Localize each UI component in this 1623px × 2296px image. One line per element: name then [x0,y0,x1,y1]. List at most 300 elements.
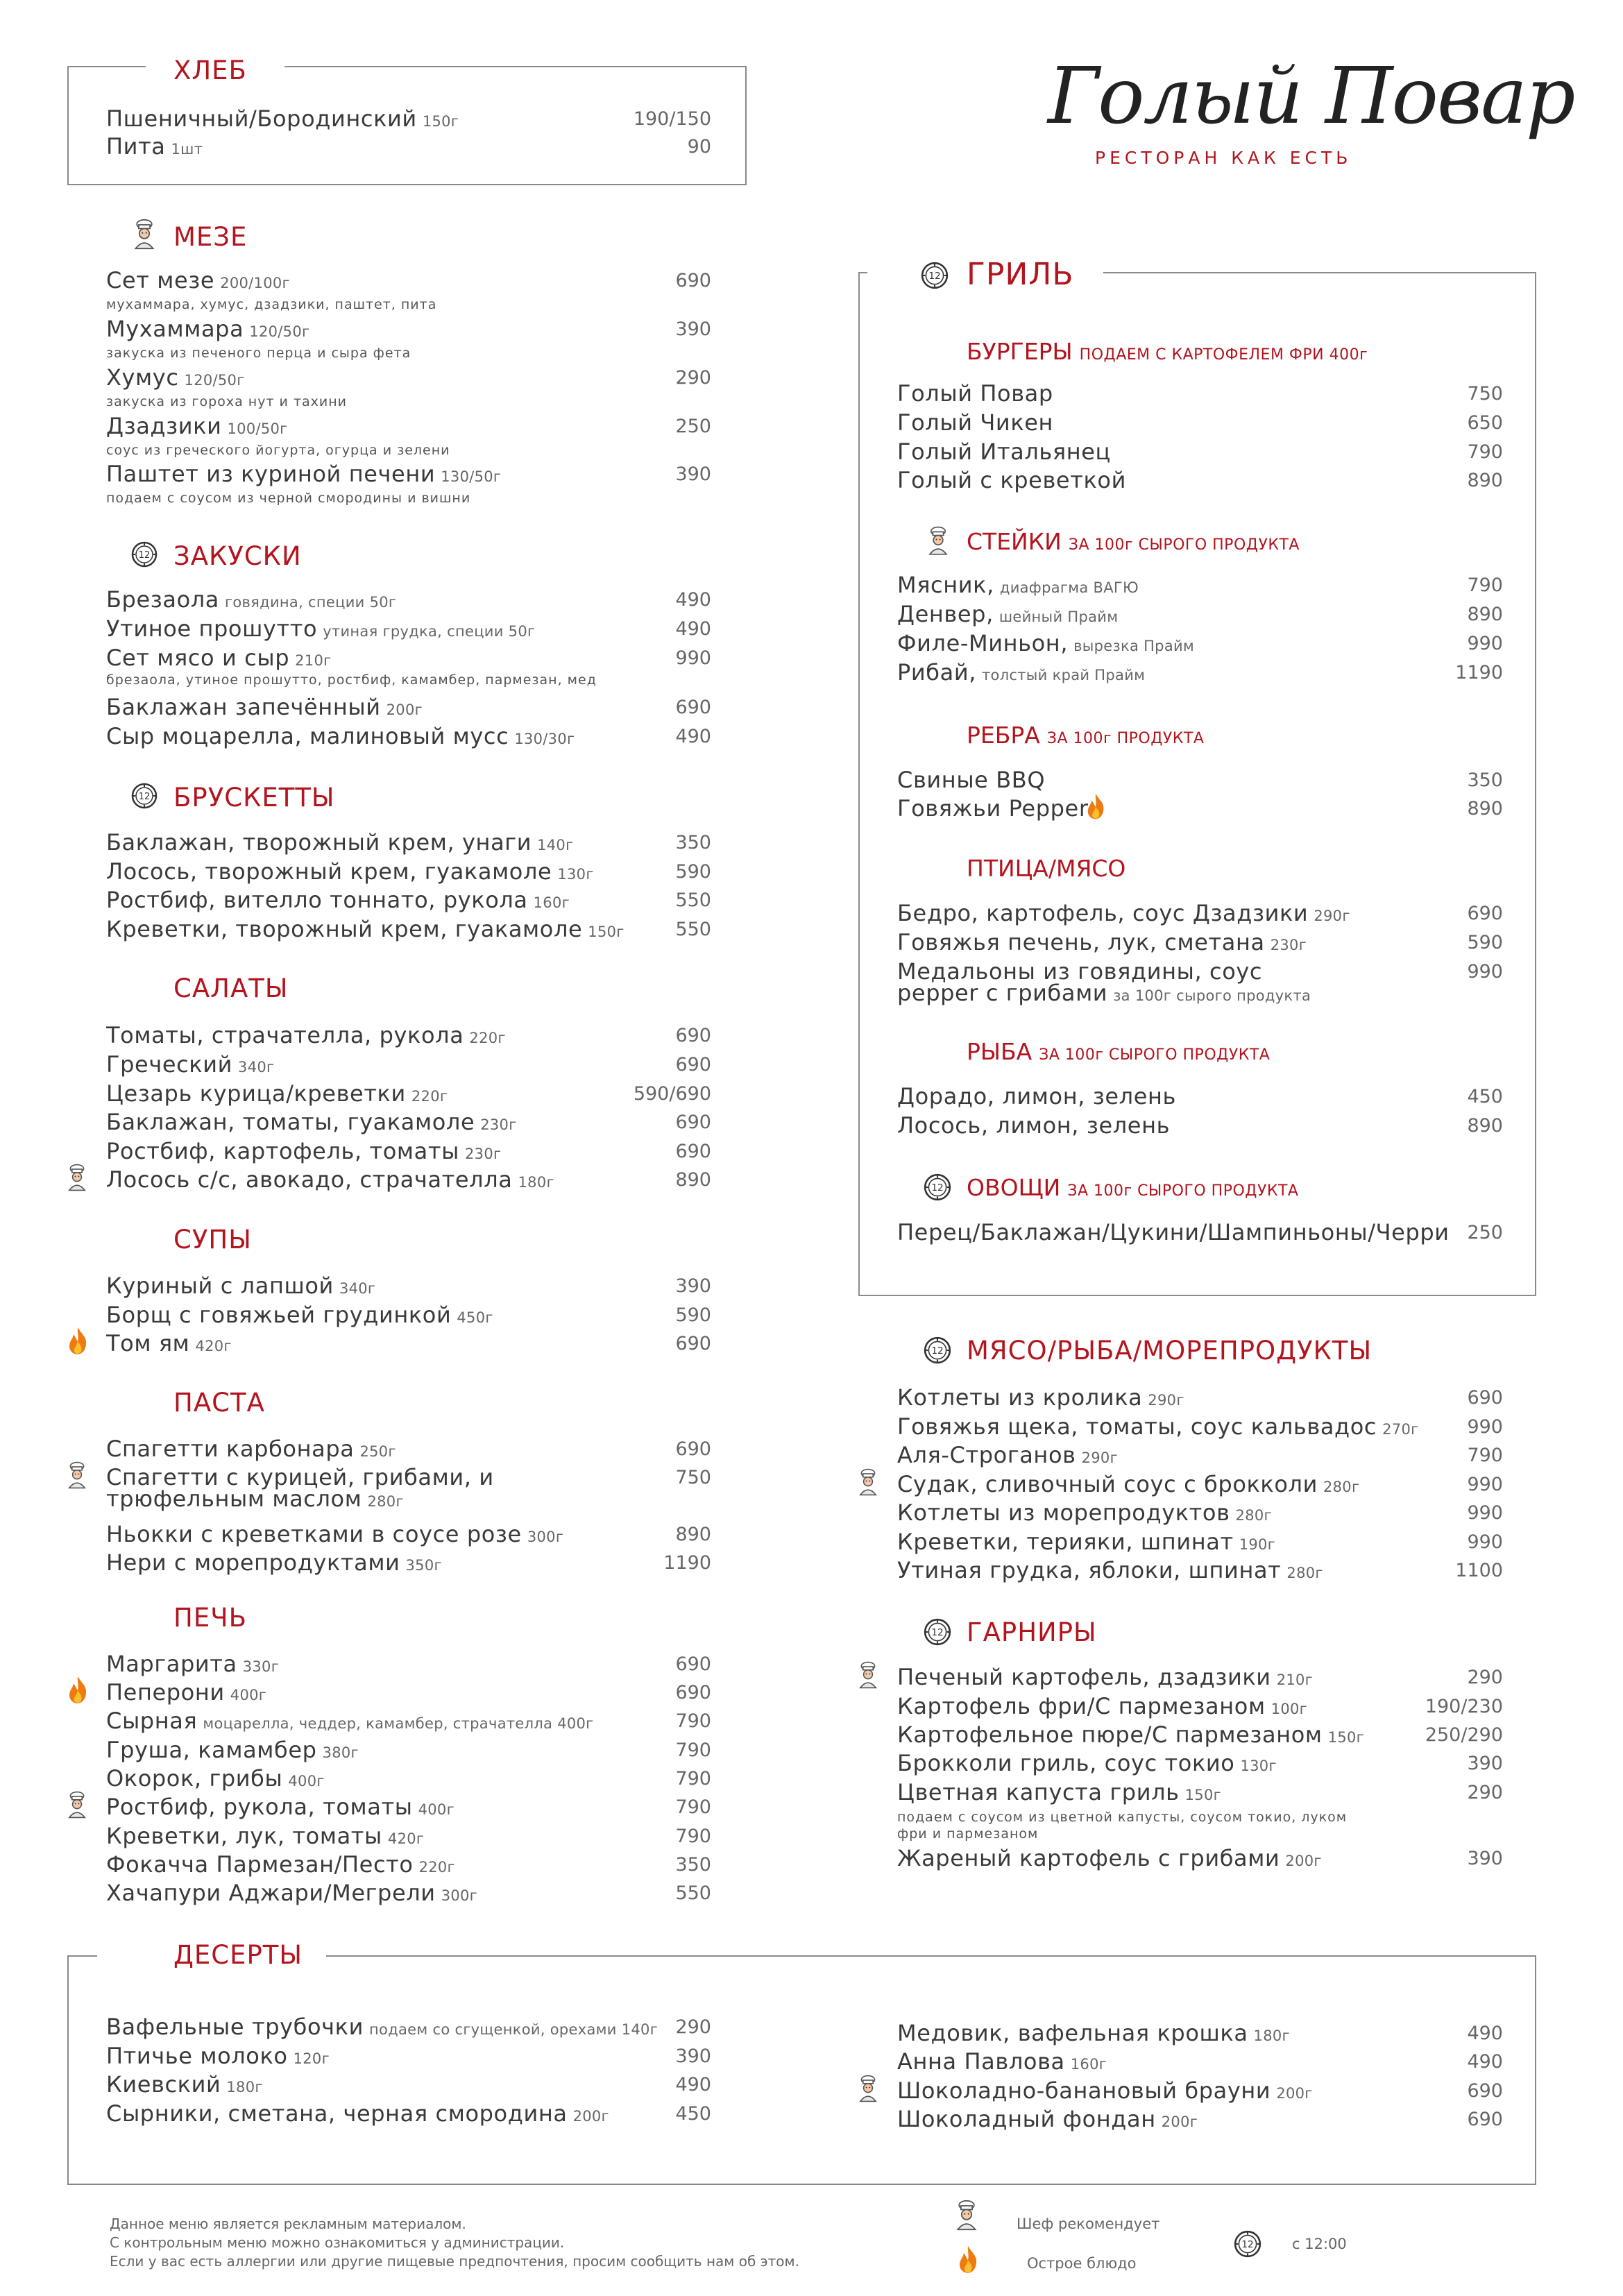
oven-item-weight: 400г [288,1773,325,1789]
bread-item-weight: 150г [422,113,459,130]
desserts-left-item-name: Вафельные трубочки [106,2014,364,2040]
meat-fish-item-price: 990 [1467,1502,1503,1524]
svg-text:12: 12 [138,550,151,561]
chef-recommends-icon [857,1661,879,1689]
ribs-item-price: 350 [1467,769,1503,791]
burgers-item-name: Голый Повар [897,380,1053,407]
svg-text:12: 12 [931,1182,944,1194]
meze-item-price: 250 [675,416,711,437]
meze-item-weight: 130/50г [441,468,502,485]
starters-item [106,645,331,671]
desserts-right-item-price: 690 [1467,2080,1503,2102]
oven-item-name: Груша, камамбер [106,1737,317,1763]
bread-item-weight: 1шт [171,141,203,158]
starters-item-price: 690 [675,697,711,718]
fish-item-price: 890 [1467,1115,1503,1137]
bruschetta-item [106,916,624,942]
desserts-right-item-name: Медовик, вафельная крошка [897,2020,1248,2046]
salads-item-price: 590/690 [633,1083,711,1105]
meat-fish-item [897,1384,1184,1411]
starters-item-weight: 130/30г [514,731,575,747]
desserts-right-item-name: Шоколадно-банановый брауни [897,2077,1271,2104]
steaks-item [897,601,1118,627]
chef-recommends-icon [857,2075,879,2102]
desserts-right-item-weight: 180г [1253,2027,1290,2044]
desserts-right-item-name: Анна Павлова [897,2048,1065,2075]
meat-fish-item-price: 690 [1467,1387,1503,1409]
desserts-left-item-weight: подаем со сгущенкой, орехами 140г [369,2021,658,2038]
salads-item-price: 890 [675,1169,711,1191]
desserts-right-item-price: 490 [1467,2051,1503,2073]
oven-item-price: 690 [675,1653,711,1675]
starters-item-weight: 210г [295,652,332,669]
chef-recommends-icon [132,219,157,250]
pasta-item-name: Спагетти карбонара [106,1436,355,1462]
meat-fish-item-price: 790 [1467,1445,1503,1466]
desserts-left-item-price: 290 [675,2016,711,2038]
restaurant-logo [1013,51,1574,180]
meze-item-name: Дзадзики [106,413,222,439]
poultry-item-name: Медальоны из говядины, соус [897,958,1263,985]
salads-item-weight: 230г [480,1116,517,1133]
section-title-soups: СУПЫ [173,1225,252,1255]
meze-item-desc: закуска из печеного перца и сыра фета [106,346,411,361]
meat-fish-item-price: 990 [1467,1416,1503,1438]
section-title-bread: ХЛЕБ [173,56,247,85]
ribs [967,722,1204,749]
starters-item-desc: брезаола, утиное прошутто, ростбиф, камамбер, пармезан, мед [106,672,597,688]
bruschetta-item-name: Ростбиф, вителло тоннато, рукола [106,887,528,913]
meze-item-weight: 120/50г [249,323,310,340]
salads-item-name: Томаты, страчателла, рукола [106,1022,464,1048]
fish-item-name: Лосось, лимон, зелень [897,1112,1171,1139]
meat-fish-item-name: Котлеты из кролика [897,1384,1143,1411]
starters-item-name: Сыр моцарелла, малиновый мусс [106,723,509,749]
steaks-item-price: 890 [1467,604,1503,625]
bruschetta-item-weight: 160г [533,894,570,911]
fish-label: РЫБА [967,1038,1033,1065]
oven-item-weight: 300г [441,1887,478,1904]
legend-chef-label: Шеф рекомендует [1017,2216,1160,2232]
salads-item-name: Греческий [106,1051,233,1078]
pasta-item-weight: 350г [405,1557,442,1574]
steaks-item-weight: шейный Прайм [999,609,1119,625]
starters-item-price: 490 [675,618,711,640]
starters-item-name: Утиное прошутто [106,615,318,642]
steaks-note: ЗА 100г СЫРОГО ПРОДУКТА [1068,536,1300,554]
meat-fish-item-name: Котлеты из морепродуктов [897,1499,1230,1526]
oven-item [106,1851,455,1878]
poultry-item-name: Бедро, картофель, соус Дзадзики [897,900,1309,926]
meze-item [106,267,290,294]
chef-recommends-icon [926,526,950,556]
burgers-item [897,467,1126,493]
steaks-item-weight: диафрагма ВАГЮ [999,579,1139,596]
soups-item-price: 390 [675,1275,711,1297]
meat-fish-item-price: 990 [1467,1474,1503,1495]
svg-text:12: 12 [931,1627,944,1639]
soups-item-weight: 340г [339,1280,376,1297]
oven-item-weight: моцарелла, чеддер, камамбер, страчателла 400г [203,1715,594,1732]
meze-item-price: 690 [675,270,711,291]
pasta-item-price: 890 [675,1524,711,1545]
steaks-item-name: Рибай, [897,659,977,686]
meat-fish-item [897,1557,1323,1583]
soups-item [106,1302,493,1328]
pasta-item [106,1436,396,1462]
spicy-icon [66,1675,90,1705]
salads-item-weight: 220г [411,1088,448,1105]
meze-item-price: 390 [675,318,711,340]
desserts-left-item [106,2100,609,2127]
soups-item [106,1330,232,1357]
salads-item-weight: 180г [518,1174,554,1191]
desserts-left-item [106,2071,263,2098]
bruschetta-item-weight: 140г [537,837,574,853]
pasta-item-line2 [106,1488,404,1510]
meze-item-name: Хумус [106,364,179,391]
soups-item-price: 590 [675,1304,711,1326]
meat-fish-item-weight: 290г [1148,1392,1184,1409]
pasta-item [106,1521,563,1547]
burgers-item [897,380,1053,407]
burgers-item [897,439,1111,465]
ribs-item-name: Говяжьи Pepper [897,795,1089,822]
chef-recommends-icon [66,1164,88,1191]
sides-item-price: 290 [1467,1667,1503,1688]
poultry-item-price: 590 [1467,932,1503,953]
starters-item [106,723,575,749]
meat-fish-item [897,1471,1359,1497]
legend-time-label: с 12:00 [1292,2236,1347,2252]
desserts-right-item-weight: 200г [1276,2085,1313,2102]
fish-item [897,1083,1176,1109]
steaks-item-weight: вырезка Прайм [1073,638,1195,654]
oven-item-name: Фокачча Пармезан/Песто [106,1851,414,1878]
steaks-item-name: Денвер, [897,601,994,627]
desserts-left-item-name: Птичье молоко [106,2043,288,2069]
bread-item [106,105,459,132]
veg-note: ЗА 100г СЫРОГО ПРОДУКТА [1067,1182,1299,1200]
sides-item-weight: 130г [1240,1758,1277,1774]
bruschetta-item-name: Креветки, творожный крем, гуакамоле [106,916,583,942]
legend-spicy-label: Острое блюдо [1027,2255,1137,2272]
meat-fish-item-weight: 190г [1239,1536,1276,1553]
section-title-bruschetta: БРУСКЕТТЫ [173,783,335,813]
desserts-right-item [897,2020,1290,2046]
oven-item [106,1679,266,1706]
svg-text:12: 12 [928,271,941,282]
svg-text:12: 12 [931,1345,944,1357]
sides-item-desc: подаем с соусом из цветной капусты, соусом токио, луком [897,1810,1348,1825]
bruschetta-item [106,887,570,913]
desserts-right-item-weight: 200г [1161,2114,1198,2130]
poultry-item-weight: 230г [1270,937,1307,953]
sides-item-price: 190/230 [1425,1696,1503,1717]
meze-item [106,461,501,487]
meat-fish-item-weight: 270г [1382,1421,1419,1438]
meze-item-desc: подаем с соусом из черной смородины и вишни [106,491,471,506]
sides-item-weight: 100г [1271,1701,1308,1717]
meze-item-name: Паштет из куриной печени [106,461,436,487]
sides-item-price: 390 [1467,1848,1503,1869]
ribs-note: ЗА 100г ПРОДУКТА [1046,730,1205,747]
bruschetta-item [106,858,594,885]
meze-item-desc: закуска из гороха нут и тахини [106,394,348,409]
starters-item-weight: утиная грудка, специи 50г [323,623,536,640]
fish-item-name: Дорадо, лимон, зелень [897,1083,1177,1109]
salads-item [106,1109,517,1135]
poultry-item [897,900,1350,926]
steaks [967,528,1300,555]
footer-disclaimer-line: Если у вас есть аллергии или другие пищевые предпочтения, просим сообщить нам об этом. [110,2253,799,2270]
from-noon-icon [923,1173,952,1202]
oven-item-weight: 400г [418,1801,454,1818]
oven-item-price: 790 [675,1710,711,1732]
oven-item [106,1737,359,1763]
section-title-meat-fish: МЯСО/РЫБА/МОРЕПРОДУКТЫ [967,1336,1373,1366]
ribs-item-name: Свиные BBQ [897,767,1046,793]
desserts-left-item-name: Сырники, сметана, черная смородина [106,2100,568,2127]
bruschetta-item [106,829,573,856]
desserts-left-item-weight: 180г [226,2079,263,2095]
soups-item [106,1273,375,1299]
meat-fish-item [897,1529,1275,1555]
oven-item-price: 790 [675,1768,711,1789]
steaks-item [897,572,1139,598]
oven-item [106,1880,477,1906]
soups-item-name: Том ям [106,1330,190,1357]
salads-item-price: 690 [675,1141,711,1162]
desserts-left-item-price: 490 [675,2074,711,2095]
pasta-item-price: 1190 [663,1552,711,1574]
section-title-desserts: ДЕСЕРТЫ [173,1940,303,1970]
oven-item-weight: 380г [322,1744,359,1761]
meze-item-name: Мухаммара [106,316,244,342]
chef-recommends-icon [66,1461,88,1489]
fish-item [897,1112,1170,1139]
salads-item [106,1051,274,1078]
steaks-item-price: 790 [1467,575,1503,596]
salads-item-weight: 220г [469,1030,506,1046]
steaks-item-name: Мясник, [897,572,994,598]
logo-name: Голый Повар [1048,51,1574,142]
section-title-oven: ПЕЧЬ [173,1603,247,1633]
sides-item-price: 390 [1467,1753,1503,1774]
meat-fish-item-name: Креветки, терияки, шпинат [897,1529,1234,1555]
section-title-pasta: ПАСТА [173,1388,265,1418]
section-title-salads: САЛАТЫ [173,973,289,1003]
sides-item-name: Цветная капуста гриль [897,1779,1180,1805]
oven-item [106,1823,424,1849]
sides-item [897,1845,1322,1871]
meat-fish-item-name: Аля-Строганов [897,1442,1076,1468]
soups-item-name: Борщ с говяжьей грудинкой [106,1302,452,1328]
steaks-item-name: Филе-Миньон, [897,630,1069,656]
oven-item-name: Ростбиф, рукола, томаты [106,1794,413,1820]
sides-item [897,1779,1221,1805]
starters-item-weight: говядина, специи 50г [225,594,397,611]
meze-item-weight: 120/50г [184,372,245,389]
starters-item-price: 490 [675,589,711,611]
pasta-item-name: Спагетти с курицей, грибами, и [106,1464,494,1490]
sides-item-weight: 200г [1285,1853,1322,1869]
burgers-item-name: Голый с креветкой [897,467,1126,493]
soups-item-price: 690 [675,1333,711,1354]
bread-item-price: 90 [687,136,711,158]
ribs-item [897,795,1089,822]
poultry [967,855,1125,882]
salads-item-weight: 230г [465,1146,502,1162]
oven-item-weight: 400г [230,1687,267,1703]
desserts-left-item-weight: 200г [572,2108,609,2125]
oven-item-name: Сырная [106,1708,198,1734]
pasta-item-price: 690 [675,1438,711,1460]
desserts-left-item-name: Киевский [106,2071,221,2098]
desserts-right-item-name: Шоколадный фондан [897,2106,1156,2132]
ribs-label: РЕБРА [967,722,1040,749]
burgers-item-price: 750 [1467,383,1503,405]
meze-item-name: Сет мезе [106,267,215,294]
sides-item-name: Печеный картофель, дзадзики [897,1664,1271,1690]
pasta-item-name: Ньокки с креветками в соусе розе [106,1521,522,1547]
salads-item [106,1022,506,1048]
fish [967,1038,1270,1065]
from-noon-icon [920,261,949,290]
poultry-item [897,929,1307,955]
from-noon-icon [130,541,158,568]
soups-item-weight: 450г [457,1309,493,1326]
pasta-item-name: Нери с морепродуктами [106,1549,400,1576]
oven-item [106,1765,325,1792]
burgers-item-price: 650 [1467,412,1503,434]
oven-item-name: Пеперони [106,1679,225,1706]
meze-item-desc: мухаммара, хумус, дзадзики, паштет, пита [106,297,437,312]
spicy-icon [956,2245,980,2274]
burgers-item-price: 790 [1467,441,1503,463]
desserts-left-item-weight: 120г [293,2050,330,2067]
sides-item [897,1750,1277,1776]
oven-item-price: 690 [675,1682,711,1703]
burgers-label: БУРГЕРЫ [967,338,1073,365]
sides-item-price: 250/290 [1425,1724,1503,1746]
pasta-item-price: 750 [675,1467,711,1488]
burgers [967,338,1368,365]
meze-item [106,413,288,439]
poultry-item-weight: 290г [1314,908,1350,924]
meat-fish-item-price: 990 [1467,1531,1503,1553]
poultry-item-name: Говяжья печень, лук, сметана [897,929,1265,955]
veg-label: ОВОЩИ [967,1174,1061,1201]
oven-item [106,1708,594,1734]
oven-item-name: Хачапури Аджари/Мегрели [106,1880,436,1906]
spicy-icon [1085,792,1107,820]
starters-item-name: Брезаола [106,586,220,613]
svg-text:12: 12 [138,792,151,802]
salads-item-price: 690 [675,1112,711,1133]
burgers-item-name: Голый Чикен [897,409,1054,436]
steaks-item-price: 990 [1467,633,1503,654]
desserts-frame [67,1955,1536,2185]
oven-item-price: 550 [675,1882,711,1904]
desserts-right-item-weight: 160г [1070,2056,1107,2073]
burgers-item [897,409,1053,436]
bruschetta-item-price: 550 [675,890,711,911]
salads-item-name: Баклажан, томаты, гуакамоле [106,1109,475,1135]
poultry-item-price: 690 [1467,903,1503,924]
pasta-item-weight: 280г [367,1493,404,1510]
starters-item [106,586,396,613]
sides-item-weight: 150г [1184,1787,1221,1803]
sides-item-name: Картофельное пюре/С пармезаном [897,1721,1323,1748]
oven-item-weight: 330г [242,1658,280,1675]
oven-item-price: 790 [675,1796,711,1818]
salads-item-name: Цезарь курица/креветки [106,1080,406,1107]
veg-item-name: Перец/Баклажан/Цукини/Шампиньоны/Черри [897,1219,1450,1245]
meat-fish-item-weight: 280г [1235,1507,1272,1524]
meze-item-price: 290 [675,367,711,389]
salads-item [106,1138,501,1164]
poultry-item-name-2: pepper с грибами [897,980,1108,1006]
starters-item-name: Сет мясо и сыр [106,645,290,671]
meat-fish-item-name: Говяжья щека, томаты, соус кальвадос [897,1413,1377,1440]
meat-fish-item-price: 1100 [1455,1560,1503,1581]
desserts-right-item [897,2077,1313,2104]
salads-item [106,1166,554,1193]
ribs-item [897,767,1045,793]
meze-item-desc: соус из греческого йогурта, огурца и зелени [106,443,450,458]
steaks-label: СТЕЙКИ [967,528,1062,555]
bread-item-name: Пита [106,133,166,160]
desserts-right-item-price: 490 [1467,2023,1503,2044]
steaks-item-price: 1190 [1455,662,1503,683]
soups-item-name: Куриный с лапшой [106,1273,334,1299]
oven-item-price: 790 [675,1826,711,1847]
from-noon-icon [923,1336,952,1365]
pasta-item [106,1549,442,1576]
steaks-item [897,630,1194,656]
veg-item [897,1219,1450,1245]
meze-item-weight: 100/50г [227,420,288,437]
starters-item-price: 490 [675,726,711,747]
section-title-meze: МЕЗЕ [173,222,248,252]
oven-item [106,1651,279,1677]
meat-fish-item-weight: 280г [1286,1565,1323,1581]
salads-item-name: Лосось с/с, авокадо, страчателла [106,1166,513,1193]
footer-disclaimer-line: Данное меню является рекламным материалом. [110,2216,466,2232]
meat-fish-item-weight: 280г [1323,1479,1360,1495]
oven-item-name: Окорок, грибы [106,1765,283,1792]
oven-item-weight: 220г [418,1859,455,1876]
sides-item-weight: 210г [1276,1672,1314,1688]
sides-item-name: Жареный картофель с грибами [897,1845,1280,1871]
oven-item [106,1794,454,1820]
poultry-label: ПТИЦА/МЯСО [967,855,1126,882]
meze-item [106,364,245,391]
pasta-item-weight: 250г [359,1443,396,1460]
salads-item [106,1080,448,1107]
sides-item-weight: 150г [1327,1729,1364,1746]
burgers-item-name: Голый Итальянец [897,439,1111,465]
salads-item-price: 690 [675,1054,711,1075]
steaks-item [897,659,1145,686]
meat-fish-item-name: Судак, сливочный соус с брокколи [897,1471,1318,1497]
ribs-item-price: 890 [1467,798,1503,819]
desserts-right-item [897,2106,1198,2132]
sides-item [897,1664,1313,1690]
pasta-item-weight: 300г [527,1529,564,1545]
fish-note: ЗА 100г СЫРОГО ПРОДУКТА [1039,1046,1271,1064]
